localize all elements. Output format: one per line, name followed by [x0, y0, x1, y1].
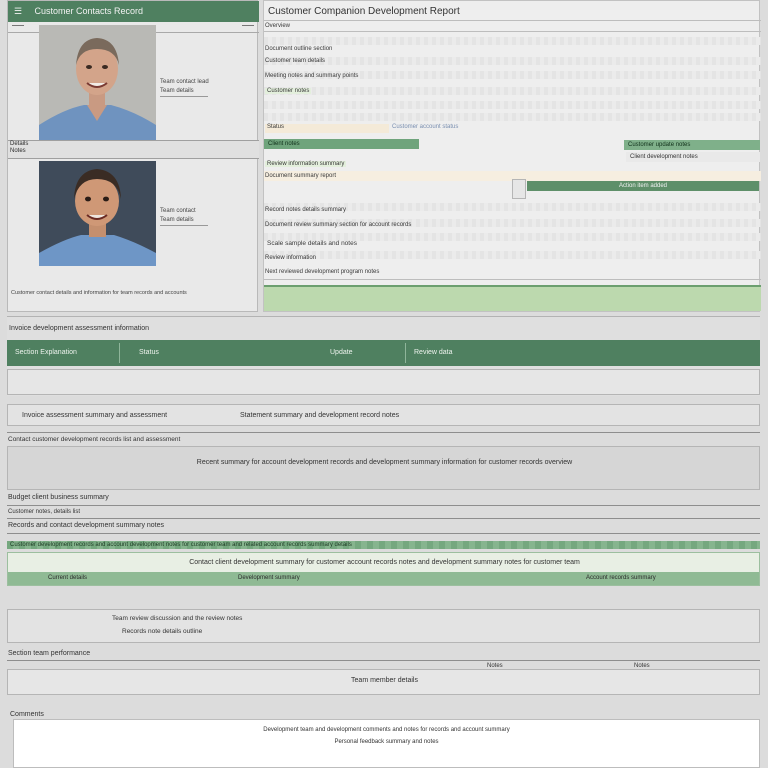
doc-line: Meeting notes and summary points	[265, 73, 359, 79]
records-tag[interactable]: Account records summary	[586, 575, 656, 581]
budget-title: Budget client business summary	[8, 494, 109, 501]
green-highlight[interactable]: Client notes	[264, 139, 419, 149]
team-performance-title: Section team performance	[8, 650, 91, 657]
comments-line-1: Development team and development comments and notes for records and account summary	[263, 727, 510, 733]
divider	[7, 432, 760, 433]
scroll-handle[interactable]	[512, 179, 526, 199]
doc-line-bg	[264, 37, 761, 45]
team-center-text: Team member details	[351, 677, 418, 684]
doc-line: Review information	[265, 255, 317, 261]
contact-photo-1[interactable]	[39, 25, 156, 142]
contact-label-1	[160, 78, 209, 97]
doc-line: Document summary report	[265, 173, 337, 179]
assessment-row[interactable]	[7, 369, 760, 395]
summary-body-box	[7, 446, 760, 490]
records-tag[interactable]: Current details	[48, 575, 88, 581]
action-bar[interactable]: Action item added	[527, 181, 759, 191]
contacts-separator	[8, 140, 259, 159]
divider	[7, 660, 760, 661]
divider	[7, 533, 760, 534]
document-title: Customer Companion Development Report	[268, 6, 460, 17]
doc-line[interactable]: Customer notes	[267, 88, 310, 94]
review-line-2: Records note details outline	[122, 628, 203, 635]
contacts-footer-note: Customer contact details and information for team records and accounts	[11, 290, 187, 296]
column-header[interactable]: Update	[330, 349, 353, 356]
doc-line[interactable]: Review information summary	[267, 161, 345, 167]
contact-1-name: Team contact lead	[160, 79, 209, 85]
records-tag-bar	[8, 572, 759, 585]
separator-label-details: Details	[10, 141, 29, 147]
review-line-1: Team review discussion and the review notes	[112, 615, 243, 622]
records-tag[interactable]: Development summary	[238, 575, 300, 581]
title-rule	[264, 20, 761, 21]
contacts-title: Customer Contacts Record	[34, 6, 144, 16]
contact-2-name: Team contact	[160, 208, 196, 214]
column-header[interactable]: Section Explanation	[15, 349, 77, 356]
contacts-header	[8, 1, 259, 22]
doc-line-bg	[264, 113, 761, 121]
doc-rule	[264, 279, 761, 280]
summary-body: Recent summary for account development records and development summary information for customer records overview	[196, 459, 573, 466]
right-tag-sub: Client development notes	[626, 152, 760, 162]
team-col-b: Notes	[634, 663, 650, 669]
doc-line: Record notes details summary	[265, 207, 347, 213]
summary-subtitle: Contact customer development records list and assessment	[8, 436, 181, 443]
doc-line-bg	[264, 251, 761, 259]
doc-line-bg	[264, 101, 761, 109]
contacts-panel	[7, 0, 258, 312]
menu-icon[interactable]: ☰	[14, 6, 23, 16]
title-rule-2	[264, 31, 761, 32]
budget-line: Records and contact development summary notes	[8, 522, 165, 529]
summary-header-box	[7, 404, 760, 426]
records-green-line: Customer development records and account development notes for customer team and related account records summary details	[7, 541, 760, 549]
doc-line-bg	[264, 87, 761, 95]
assessment-header-bar	[7, 340, 760, 366]
contact-photo-2[interactable]	[39, 161, 156, 266]
summary-right-title: Statement summary and development record notes	[240, 412, 400, 419]
doc-line: Document outline section	[265, 46, 333, 52]
doc-line: Overview	[265, 23, 291, 29]
divider	[7, 505, 760, 506]
doc-line-bg	[264, 57, 761, 65]
doc-line[interactable]: Status	[265, 124, 389, 133]
doc-line: Scale sample details and notes	[267, 240, 357, 247]
document-panel	[263, 0, 760, 312]
comments-title: Comments	[10, 711, 44, 718]
contact-2-details: Team details	[160, 216, 208, 226]
budget-subtitle: Customer notes, details list	[8, 509, 81, 515]
doc-line: Document review summary section for account records	[265, 222, 412, 228]
right-tag[interactable]: Customer update notes	[624, 140, 760, 150]
doc-line: Customer account status	[392, 124, 459, 130]
records-main-text: Contact client development summary for customer account records notes and development summary notes for customer team	[189, 559, 580, 566]
doc-line: Next reviewed development program notes	[265, 269, 380, 275]
comments-line-2: Personal feedback summary and notes	[334, 739, 439, 745]
assessment-section	[7, 316, 760, 396]
records-box	[7, 552, 760, 586]
summary-title: Invoice assessment summary and assessment	[22, 412, 168, 419]
separator-label-notes: Notes	[10, 148, 26, 154]
team-row[interactable]	[7, 669, 760, 695]
contact-label-2	[160, 207, 208, 226]
doc-footer-band	[264, 285, 761, 311]
comments-box[interactable]	[13, 719, 760, 768]
review-box	[7, 609, 760, 643]
team-col-a: Notes	[487, 663, 503, 669]
doc-line: Customer team details	[265, 58, 326, 64]
contact-1-details: Team details	[160, 87, 208, 97]
divider	[7, 518, 760, 519]
column-header[interactable]: Status	[139, 349, 159, 356]
assessment-title: Invoice development assessment information	[9, 325, 150, 332]
column-header[interactable]: Review data	[414, 349, 453, 356]
